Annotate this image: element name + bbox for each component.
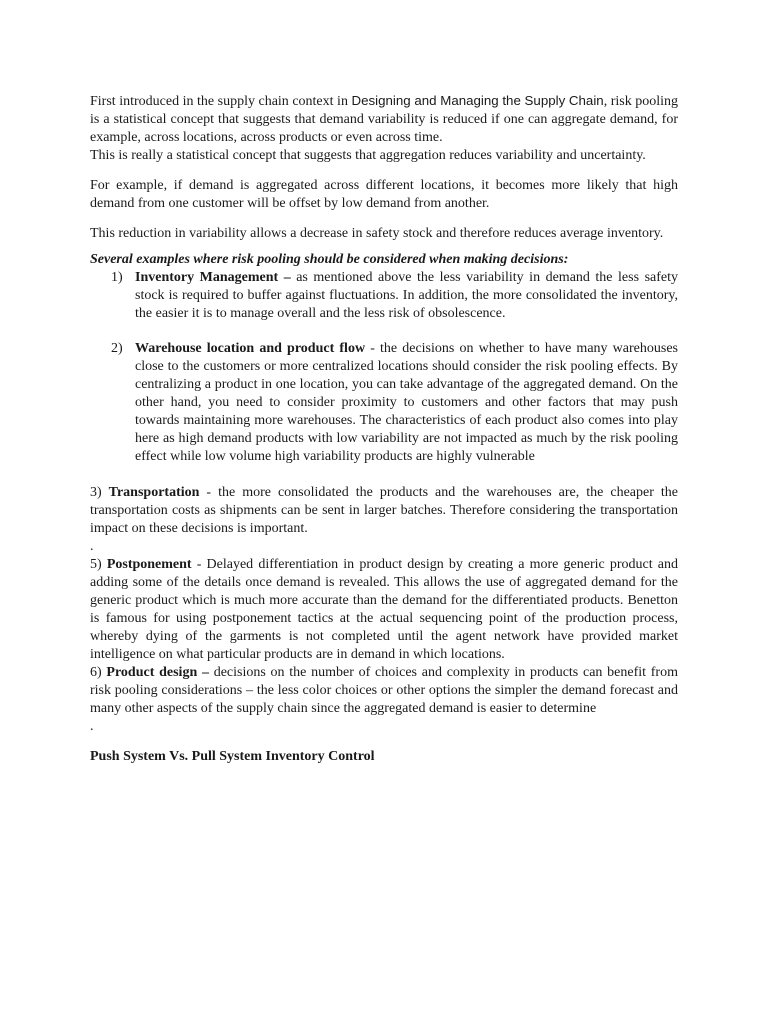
postponement-paragraph: [90, 556, 678, 664]
list-item-number: 2): [111, 341, 123, 356]
item-title: Postponement: [106, 557, 192, 572]
item-text: - the more consolidated the products and the warehouses are, the cheaper the transportation costs as shipments can be sent in larger batches. Therefore considering the transportation impact on these decisions is important.: [90, 485, 678, 536]
intro-text-start: First introduced in the supply chain context in: [90, 94, 352, 109]
example-paragraph: For example, if demand is aggregated across different locations, it becomes more likely that high demand from one customer will be offset by low demand from another.: [90, 178, 678, 211]
intro-text-end: , risk pooling is a statistical concept that suggests that demand variability is reduced if one can aggregate demand, for example, across locations, across products or even across time.: [90, 94, 679, 145]
separator-dot: .: [90, 539, 94, 554]
item-number: 5): [90, 557, 107, 572]
list-item-number: 1): [111, 270, 123, 285]
list-item: [90, 269, 678, 323]
reduction-paragraph: This reduction in variability allows a decrease in safety stock and therefore reduces average inventory.: [90, 226, 664, 241]
list-item-text: as mentioned above the less variability in demand the less safety stock is required to buffer against fluctuations. In addition, the more consolidated the inventory, the easier it is to manage overall and the less risk of obsolescence.: [135, 270, 678, 321]
section-heading: Push System Vs. Pull System Inventory Control: [90, 749, 375, 764]
item-number: 3): [90, 485, 109, 500]
document-body: [90, 92, 678, 766]
item-number: 6): [90, 665, 107, 680]
list-item-title: Inventory Management –: [135, 270, 291, 285]
examples-heading: Several examples where risk pooling should be considered when making decisions:: [90, 252, 569, 267]
book-title-text: Designing and Managing the Supply Chain: [351, 93, 604, 108]
list-item: [90, 340, 678, 466]
separator-dot: .: [90, 719, 94, 734]
intro-second-line: This is really a statistical concept that suggests that aggregation reduces variability and uncertainty.: [90, 148, 646, 163]
intro-paragraph: [90, 92, 678, 147]
item-text: decisions on the number of choices and complexity in products can benefit from risk pooling considerations – the less color choices or other options the simpler the demand forecast and many other aspects of the supply chain since the aggregated demand is easier to determine: [90, 665, 678, 716]
item-text: - Delayed differentiation in product design by creating a more generic product and adding some of the details once demand is revealed. This allows the use of aggregated demand for the generic product which is much more accurate than the demand for the differentiated products. Benetton is famous for using postponement tactics at the actual sequencing point of the production process, whereby dying of the garments is not completed until the agent network have provided market intelligence on what particular products are in demand in which locations.: [90, 557, 678, 662]
list-item-text: - the decisions on whether to have many warehouses close to the customers or more centralized locations should consider the risk pooling effects. By centralizing a product in one location, you can take advantage of the aggregated demand. On the other hand, you need to consider proximity to customers and other factors that may push towards maintaining more warehouses. The characteristics of each product also comes into play here as high demand products with low variability are not impacted as much by the risk pooling effect while low volume high variability products are highly vulnerable: [135, 341, 678, 464]
examples-list: [90, 269, 678, 466]
transportation-paragraph: [90, 484, 678, 538]
item-title: Product design –: [106, 665, 209, 680]
product-design-paragraph: [90, 664, 678, 718]
list-item-title: Warehouse location and product flow: [135, 341, 366, 356]
item-title: Transportation: [108, 485, 200, 500]
